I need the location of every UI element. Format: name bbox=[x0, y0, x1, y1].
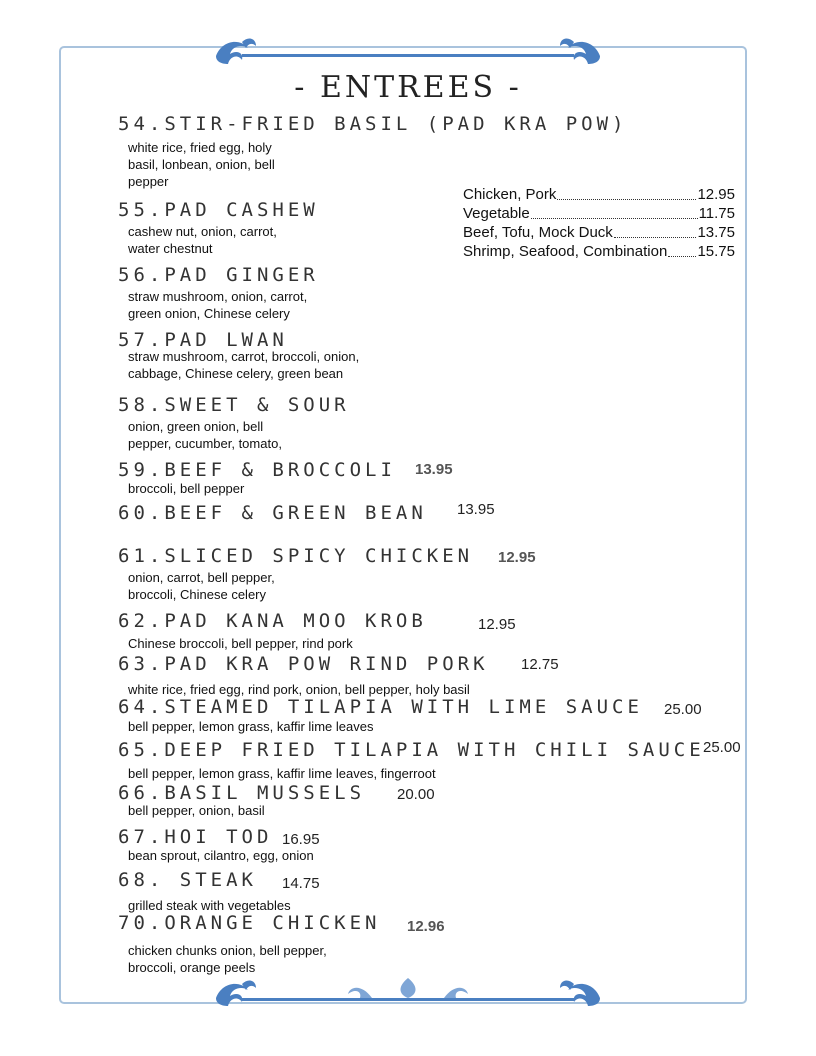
price-value: 12.95 bbox=[697, 186, 735, 203]
item-title: 54.STIR-FRIED BASIL (PAD KRA POW) bbox=[118, 113, 628, 135]
item-title: 57.PAD LWAN bbox=[118, 329, 288, 351]
price-row bbox=[463, 223, 735, 242]
item-title: 55.PAD CASHEW bbox=[118, 199, 319, 221]
item-price: 12.95 bbox=[478, 616, 516, 633]
item-price: 25.00 bbox=[703, 739, 741, 756]
bottom-ornament-icon bbox=[212, 972, 604, 1018]
item-price: 12.75 bbox=[521, 656, 559, 673]
item-description: bell pepper, lemon grass, kaffir lime leaves, fingerroot bbox=[128, 766, 436, 781]
item-price: 14.75 bbox=[282, 875, 320, 892]
page-title: - ENTREES - bbox=[294, 70, 522, 105]
price-row bbox=[463, 242, 735, 261]
item-description: straw mushroom, onion, carrot, green onion, Chinese celery bbox=[128, 289, 308, 321]
price-list bbox=[463, 185, 735, 261]
item-title: 67.HOI TOD bbox=[118, 826, 273, 848]
price-label: Chicken, Pork bbox=[463, 186, 557, 203]
item-title: 58.SWEET & SOUR bbox=[118, 394, 350, 416]
item-description: bean sprout, cilantro, egg, onion bbox=[128, 848, 314, 863]
item-description: broccoli, bell pepper bbox=[128, 481, 245, 496]
item-description: bell pepper, onion, basil bbox=[128, 803, 265, 818]
item-description: white rice, fried egg, holy basil, lonbean, onion, bell pepper bbox=[128, 140, 275, 189]
item-price: 25.00 bbox=[664, 701, 702, 718]
item-price: 13.95 bbox=[457, 501, 495, 518]
item-title: 62.PAD KANA MOO KROB bbox=[118, 610, 427, 632]
price-label: Vegetable bbox=[463, 205, 530, 222]
item-title: 60.BEEF & GREEN BEAN bbox=[118, 502, 427, 524]
item-description: onion, carrot, bell pepper, broccoli, Chinese celery bbox=[128, 570, 275, 602]
item-title: 66.BASIL MUSSELS bbox=[118, 782, 366, 804]
item-title: 63.PAD KRA POW RIND PORK bbox=[118, 653, 489, 675]
item-title: 70.ORANGE CHICKEN bbox=[118, 912, 381, 934]
item-price: 12.95 bbox=[498, 549, 536, 566]
item-title: 64.STEAMED TILAPIA WITH LIME SAUCE bbox=[118, 696, 643, 718]
item-title: 68. STEAK bbox=[118, 869, 257, 891]
item-description: Chinese broccoli, bell pepper, rind pork bbox=[128, 636, 353, 651]
item-price: 12.96 bbox=[407, 918, 445, 935]
price-label: Beef, Tofu, Mock Duck bbox=[463, 224, 613, 241]
item-title: 56.PAD GINGER bbox=[118, 264, 319, 286]
item-description: straw mushroom, carrot, broccoli, onion, cabbage, Chinese celery, green bean bbox=[128, 349, 360, 381]
item-title: 59.BEEF & BROCCOLI bbox=[118, 459, 396, 481]
price-value: 15.75 bbox=[697, 243, 735, 260]
item-description: chicken chunks onion, bell pepper, broccoli, orange peels bbox=[128, 943, 327, 975]
price-row bbox=[463, 204, 735, 223]
item-price: 13.95 bbox=[415, 461, 453, 478]
item-price: 20.00 bbox=[397, 786, 435, 803]
item-title: 65.DEEP FRIED TILAPIA WITH CHILI SAUCE bbox=[118, 739, 705, 761]
item-price: 16.95 bbox=[282, 831, 320, 848]
item-title: 61.SLICED SPICY CHICKEN bbox=[118, 545, 474, 567]
price-value: 11.75 bbox=[698, 205, 735, 222]
price-row bbox=[463, 185, 735, 204]
price-label: Shrimp, Seafood, Combination bbox=[463, 243, 668, 260]
item-description: cashew nut, onion, carrot, water chestnut bbox=[128, 224, 277, 256]
top-ornament-icon bbox=[212, 34, 604, 74]
item-description: bell pepper, lemon grass, kaffir lime leaves bbox=[128, 719, 374, 734]
item-description: white rice, fried egg, rind pork, onion, bell pepper, holy basil bbox=[128, 682, 470, 697]
item-description: grilled steak with vegetables bbox=[128, 898, 291, 913]
price-value: 13.75 bbox=[697, 224, 735, 241]
item-description: onion, green onion, bell pepper, cucumber, tomato, bbox=[128, 419, 282, 451]
